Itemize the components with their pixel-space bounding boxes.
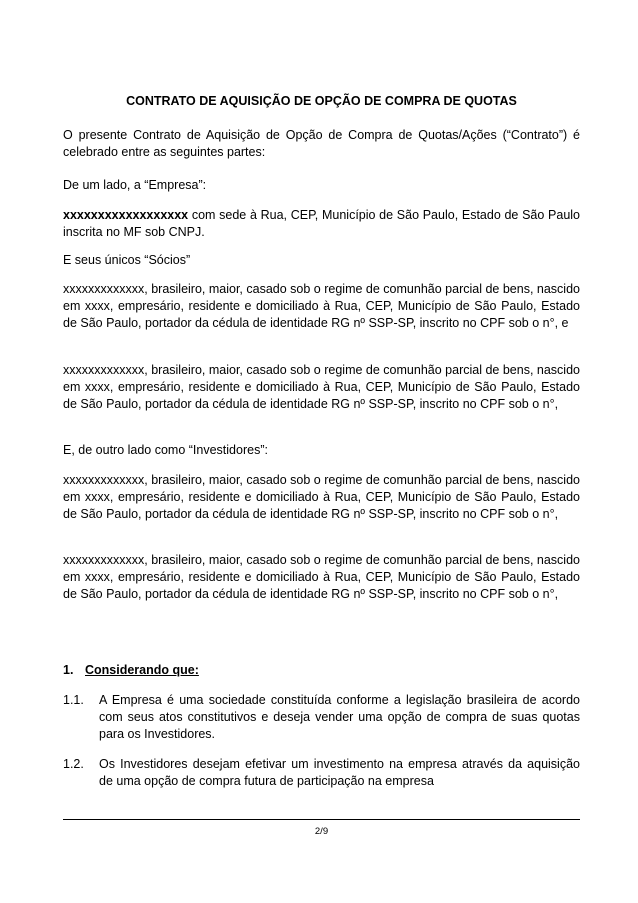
- clause-text: A Empresa é uma sociedade constituída conforme a legislação brasileira de acordo com seus atos constitutivos e deseja vender uma opção de compra de suas quotas para os Investidores.: [99, 693, 580, 741]
- socio-1-paragraph: xxxxxxxxxxxxx, brasileiro, maior, casado sob o regime de comunhão parcial de bens, nascido em xxxx, empresário, residente e domiciliado à Rua, CEP, Município de São Paulo, Estado de São Paulo, portador da cédula de identidade RG nº SSP-SP, inscrito no CPF sob o n°, e: [63, 282, 580, 330]
- investidor-1-paragraph: xxxxxxxxxxxxx, brasileiro, maior, casado sob o regime de comunhão parcial de bens, nascido em xxxx, empresário, residente e domiciliado à Rua, CEP, Município de São Paulo, Estado de São Paulo, portador da cédula de identidade RG nº SSP-SP, inscrito no CPF sob o n°,: [63, 473, 580, 521]
- socio-2-paragraph: xxxxxxxxxxxxx, brasileiro, maior, casado sob o regime de comunhão parcial de bens, nascido em xxxx, empresário, residente e domiciliado à Rua, CEP, Município de São Paulo, Estado de São Paulo, portador da cédula de identidade RG nº SSP-SP, inscrito no CPF sob o n°,: [63, 363, 580, 411]
- empresa-description: com sede à Rua, CEP, Município de São Paulo, Estado de São Paulo inscrita no MF sob CNPJ.: [63, 208, 580, 239]
- empresa-name: xxxxxxxxxxxxxxxxxx: [63, 208, 189, 222]
- section-1-heading: [63, 663, 199, 677]
- empresa-paragraph: [63, 207, 580, 241]
- footer-divider: [63, 819, 580, 820]
- document-title: CONTRATO DE AQUISIÇÃO DE OPÇÃO DE COMPRA DE QUOTAS: [126, 94, 517, 108]
- investidores-label: E, de outro lado como “Investidores”:: [63, 443, 268, 457]
- clause-1-2: [63, 756, 580, 790]
- socios-label: E seus únicos “Sócios”: [63, 253, 191, 267]
- investidor-2-paragraph: xxxxxxxxxxxxx, brasileiro, maior, casado sob o regime de comunhão parcial de bens, nascido em xxxx, empresário, residente e domiciliado à Rua, CEP, Município de São Paulo, Estado de São Paulo, portador da cédula de identidade RG nº SSP-SP, inscrito no CPF sob o n°,: [63, 553, 580, 601]
- intro-paragraph: O presente Contrato de Aquisição de Opção de Compra de Quotas/Ações (“Contrato”) é celebrado entre as seguintes partes:: [63, 128, 580, 159]
- clause-1-1: [63, 692, 580, 743]
- clause-number: 1.2.: [63, 757, 84, 771]
- clause-text: Os Investidores desejam efetivar um investimento na empresa através da aquisição de uma opção de compra futura de participação na empresa: [99, 757, 580, 788]
- clause-number: 1.1.: [63, 693, 84, 707]
- empresa-label: De um lado, a “Empresa”:: [63, 178, 207, 192]
- page-number: 2/9: [314, 826, 329, 837]
- section-1-label: Considerando que:: [85, 663, 199, 677]
- section-1-number: 1.: [63, 663, 74, 677]
